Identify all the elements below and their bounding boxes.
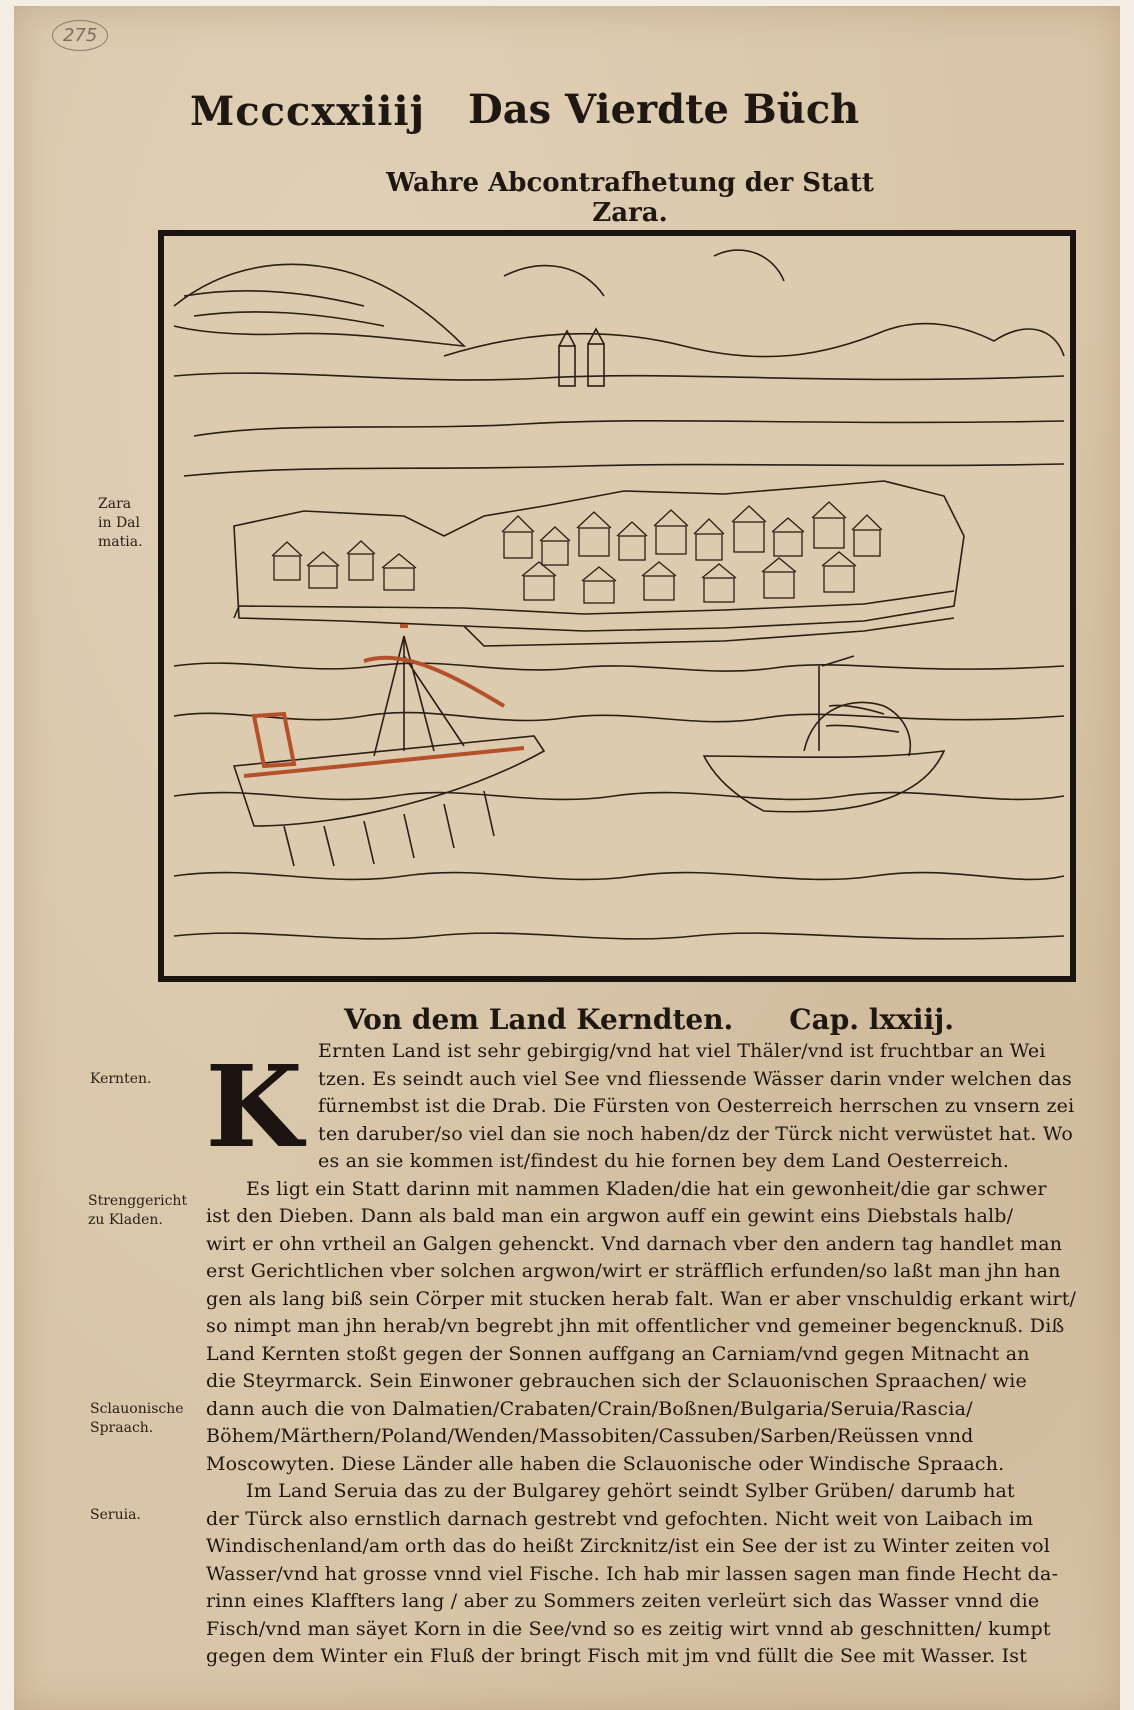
- text-line: Wasser/vnd hat grosse vnnd viel Fische. Ich hab mir lassen sagen man finde Hecht da-: [206, 1562, 1059, 1585]
- chapter-heading: [344, 1003, 954, 1036]
- decorated-initial: K: [205, 1042, 303, 1173]
- pencil-page-number: 275: [52, 20, 108, 51]
- text-line: Fisch/vnd man säyet Korn in die See/vnd so es zeitig wirt vnnd ab geschnitten/ kumpt: [206, 1617, 1051, 1640]
- chapter-number: Cap. lxxiij.: [789, 1003, 954, 1036]
- text-line: ist den Dieben. Dann als bald man ein argwon auff ein gewint eins Diebstals halb/: [206, 1205, 1014, 1227]
- text-line: es an sie kommen ist/findest du hie fornen bey dem Land Oesterreich.: [318, 1150, 1010, 1172]
- text-line: Im Land Seruia das zu der Bulgarey gehört seindt Sylber Grüben/ darumb hat: [246, 1480, 1015, 1502]
- text-line: Moscowyten. Diese Länder alle haben die Sclauonische oder Windische Spraach.: [206, 1452, 1005, 1475]
- margin-note-sclauonische: [90, 1400, 184, 1438]
- text-line: rinn eines Klaffters lang / aber zu Sommers zeiten verleürt sich das Wasser vnnd die: [206, 1590, 1040, 1612]
- text-line: fürnembst ist die Drab. Die Fürsten von Oesterreich herrschen zu vnsern zei: [318, 1095, 1075, 1117]
- margin-note-line: Zara: [98, 496, 132, 512]
- text-line: dann auch die von Dalmatien/Crabaten/Crain/Boßnen/Bulgaria/Seruia/Rascia/: [206, 1397, 973, 1420]
- margin-note-line: Sclauonische: [90, 1401, 184, 1417]
- text-line: erst Gerichtlichen vber solchen argwon/wirt er sträfflich erfunden/so laßt man jhn han: [206, 1260, 1061, 1282]
- margin-note-line: matia.: [98, 533, 143, 550]
- woodcut-caption: Wahre Abcontrafhetung der Statt Zara.: [386, 168, 874, 228]
- text-line: Böhem/Märthern/Poland/Wenden/Massobiten/Cassuben/Sarben/Reüssen vnnd: [206, 1425, 974, 1447]
- margin-note-line: Spraach.: [90, 1419, 154, 1436]
- text-line: gegen dem Winter ein Fluß der bringt Fisch mit jm vnd füllt die See mit Wasser. Ist: [206, 1645, 1028, 1667]
- margin-note-line: zu Kladen.: [88, 1211, 163, 1228]
- woodcut-drawing: [164, 236, 1070, 976]
- text-line: ten daruber/so viel dan sie noch haben/dz der Türck nicht verwüstet hat. Wo: [318, 1122, 1073, 1145]
- margin-note-kernten: Kernten.: [90, 1071, 152, 1087]
- woodcut-illustration-zara: [158, 230, 1076, 982]
- text-line: Windischenland/am orth das do heißt Zircknitz/ist ein See der ist zu Winter zeiten vol: [206, 1535, 1051, 1557]
- text-line: wirt er ohn vrtheil an Galgen gehenckt. Vnd darnach vber den andern tag handlet man: [206, 1232, 1063, 1255]
- text-line: die Steyrmarck. Sein Einwoner gebrauchen sich der Sclauonischen Spraachen/ wie: [206, 1370, 1027, 1392]
- text-line: Ernten Land ist sehr gebirgig/vnd hat viel Thäler/vnd ist fruchtbar an Wei: [318, 1040, 1046, 1062]
- text-line: tzen. Es seindt auch viel See vnd fliessende Wässer darin vnder welchen das: [318, 1067, 1072, 1090]
- margin-note-seruia: Seruia.: [90, 1507, 141, 1523]
- running-head: Das Vierdte Büch: [468, 86, 860, 133]
- text-line: Es ligt ein Statt darinn mit nammen Kladen/die hat ein gewonheit/die gar schwer: [246, 1177, 1047, 1200]
- margin-note-line: Strenggericht: [88, 1193, 188, 1209]
- text-line: gen als lang biß sein Cörper mit stucken herab falt. Wan er aber vnschuldig erkant wirt/: [206, 1287, 1077, 1310]
- text-line: Land Kernten stoßt gegen der Sonnen auffgang an Carniam/vnd gegen Mitnacht an: [206, 1342, 1030, 1365]
- body-text: [206, 1040, 1086, 1673]
- chapter-title: Von dem Land Kerndten.: [344, 1003, 734, 1036]
- margin-note-zara: [98, 495, 143, 552]
- text-line: der Türck also ernstlich darnach gestrebt vnd gefochten. Nicht weit von Laibach im: [206, 1507, 1034, 1530]
- margin-note-kladen: [88, 1192, 187, 1230]
- folio-number: Mcccxxiiij: [190, 88, 426, 135]
- margin-note-line: in Dal: [98, 514, 140, 531]
- text-line: so nimpt man jhn herab/vn begrebt jhn mit offentlicher vnd gemeiner begencknuß. Diß: [206, 1315, 1065, 1337]
